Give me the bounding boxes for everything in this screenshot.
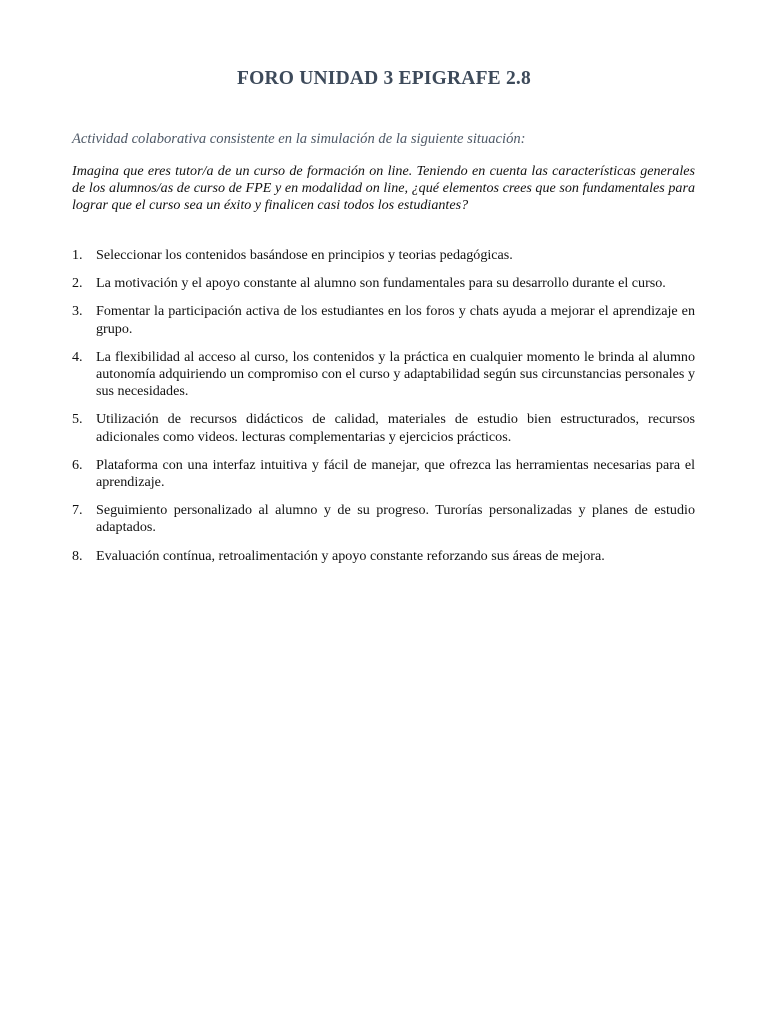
list-item — [72, 411, 695, 445]
document-title: FORO UNIDAD 3 EPIGRAFE 2.8 — [237, 68, 531, 89]
list-item — [72, 349, 695, 401]
list-item — [72, 303, 695, 337]
list-item-number: 6. — [72, 456, 83, 473]
list-item-number: 1. — [72, 247, 83, 263]
list-item — [72, 548, 695, 565]
list-item-text: Evaluación contínua, retroalimentación y apoyo constante reforzando sus áreas de mejora. — [96, 547, 605, 564]
list-item — [72, 275, 695, 292]
list-item-text: Plataforma con una interfaz intuitiva y fácil de manejar, que ofrezca las herramientas necesarias para el aprendizaje. — [96, 456, 695, 491]
list-item-number: 5. — [72, 411, 83, 428]
list-item-number: 4. — [72, 348, 83, 365]
activity-prompt: Imagina que eres tutor/a de un curso de formación on line. Teniendo en cuenta las características generales de los alumnos/as de curso de FPE y en modalidad on line, ¿qué elementos crees que son fundamentales para lograr que el curso sea un éxito y finalicen casi todos los estudiantes? — [72, 163, 695, 214]
list-item — [72, 247, 695, 264]
answer-list — [72, 247, 695, 576]
list-item-number: 2. — [72, 275, 83, 292]
list-item-number: 7. — [72, 502, 83, 519]
list-item-text: Fomentar la participación activa de los estudiantes en los foros y chats ayuda a mejorar el aprendizaje en grupo. — [96, 303, 695, 337]
list-item — [72, 457, 695, 491]
list-item — [72, 502, 695, 536]
list-item-number: 3. — [72, 303, 83, 320]
list-item-number: 8. — [72, 547, 83, 564]
list-item-text: La motivación y el apoyo constante al alumno son fundamentales para su desarrollo durante el curso. — [96, 275, 666, 292]
list-item-text: Utilización de recursos didácticos de calidad, materiales de estudio bien estructurados, recursos adicionales como videos. lecturas complementarias y ejercicios prácticos. — [96, 411, 695, 445]
list-item-text: Seguimiento personalizado al alumno y de su progreso. Turorías personalizadas y planes de estudio adaptados. — [96, 502, 695, 536]
activity-intro: Actividad colaborativa consistente en la simulación de la siguiente situación: — [72, 131, 526, 147]
list-item-text: Seleccionar los contenidos basándose en principios y teorias pedagógicas. — [96, 247, 513, 263]
list-item-text: La flexibilidad al acceso al curso, los contenidos y la práctica en cualquier momento le brinda al alumno autonomía adquiriendo un compromiso con el curso y adaptabilidad según sus circunstancias personales y sus necesidades. — [96, 348, 695, 400]
